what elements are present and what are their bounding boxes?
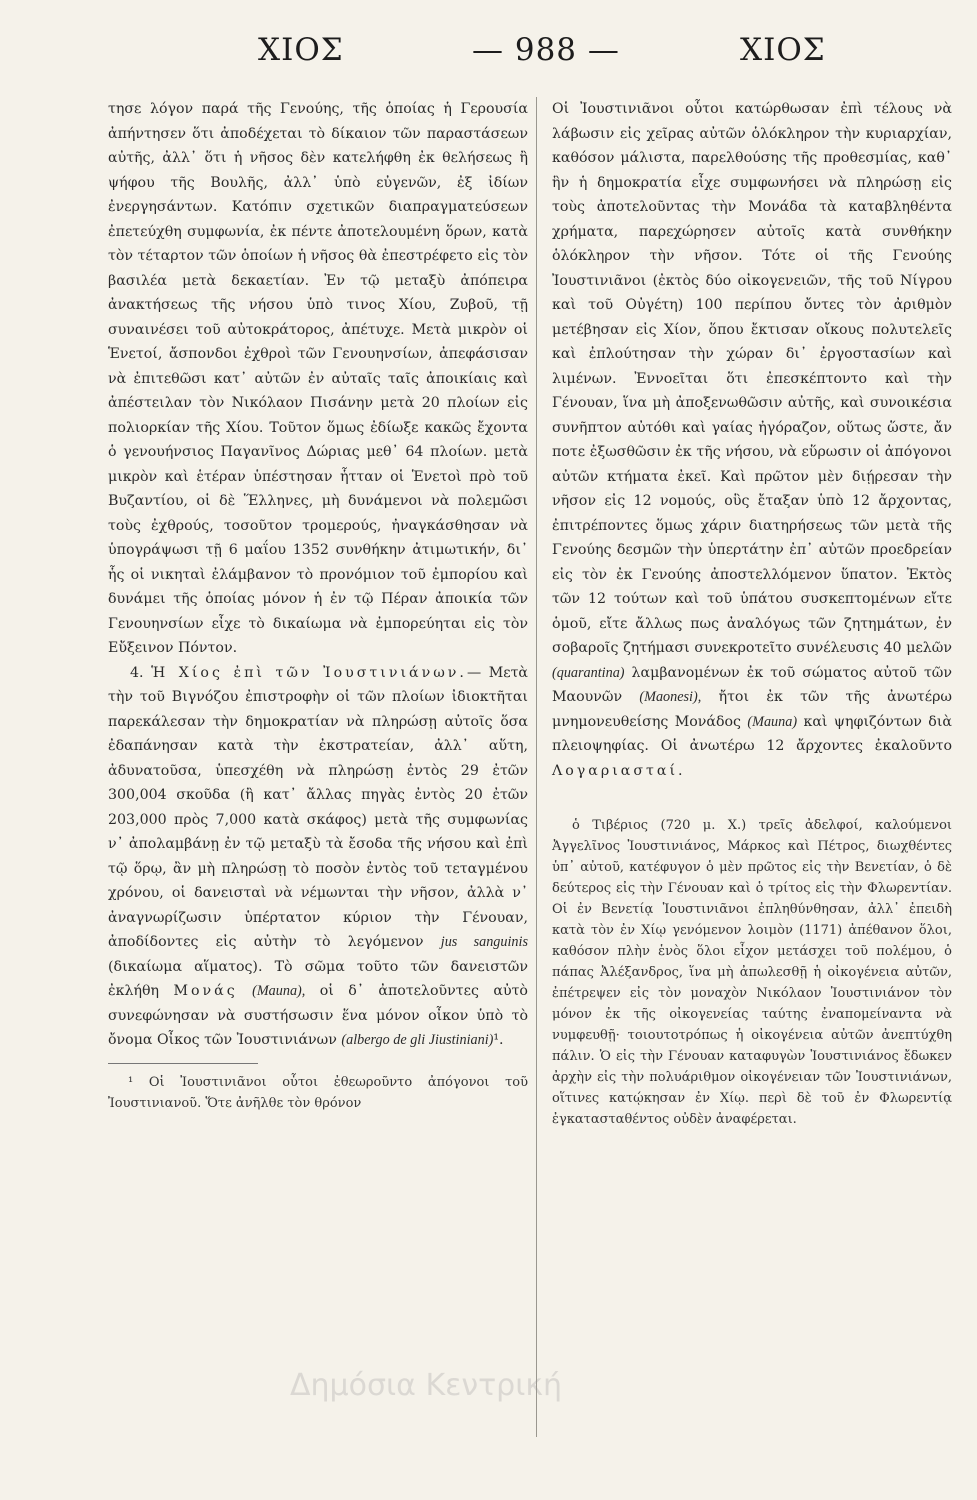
term-logariastai: Λογαριασταί. (552, 762, 686, 779)
section-text-a: — Μετὰ τὴν τοῦ Βιγνόζου ἐπιστροφὴν οἱ τῶν πλοίων ἰδιοκτῆται παρεκάλεσαν τὴν δημοκρατίαν νὰ πληρώσῃ αὐτοῖς ὅσα ἐδαπάνησαν κατὰ τὴν ἐκστρατείαν, ἀλλ᾽ αὕτη, ἀδυνατοῦσα, ὑπεσχέθη νὰ πληρώσῃ ἐντὸς 29 ἐτῶν 300,004 σκοῦδα (ἢ κατ᾽ ἄλλας πηγὰς ἐντὸς 20 ἐτῶν 203,000 πρὸς 7,000 κατὰ σκάφος) μετὰ τῆς συμφωνίας ν᾽ ἀπολαμβάνῃ ἐν τῷ μεταξὺ τὰ ἔσοδα τῆς νήσου καὶ ἐπὶ τῷ ὅρῳ, ἂν μὴ πληρώσῃ τὸ ποσὸν ἐντὸς τοῦ τεταγμένου χρόνου, οἱ δανεισταὶ νὰ νέμωνται τὴν νῆσον, ἀλλὰ ν᾽ ἀναγνωρίζωσιν ὑπέρτατον κύριον τὴν Γένουαν, ἀποδίδοντες εἰς αὐτὴν τὸ λεγόμενον (108, 664, 529, 950)
section-text-c: οἱ δ᾽ ἀποτελοῦντες αὐτὸ συνεφώνησαν νὰ συστήσωσιν ἕνα μόνον οἶκον ὑπὸ τὸ ὄνομα Οἶκος τῶν Ἰουστινιάνων (108, 983, 528, 1048)
latin-term-maonesi: (Maonesi), (639, 689, 702, 705)
section-heading: Ἡ Χίος ἐπὶ τῶν Ἰουστινιάνων. (151, 664, 467, 681)
page-number: — 988 — (472, 32, 620, 68)
section-text-b: (δικαίωμα αἵματος). Τὸ σῶμα τοῦτο τῶν δανειστῶν ἐκλήθη (108, 958, 528, 999)
latin-term-mauna-2: (Mauna) (747, 713, 798, 730)
right-text-c: ἤτοι ἐκ τῶν τῆς ἀνωτέρω μνημονευθείσης Μονάδος (552, 689, 952, 730)
latin-term-albergo: (albergo de gli Jiustiniani) (341, 1032, 494, 1048)
latin-term-quarantina: (quarantina) (552, 664, 625, 681)
footnote-continued-text: ὁ Τιβέριος (720 μ. Χ.) τρεῖς ἀδελφοί, καλούμενοι Ἀγγελῖνος Ἰουστινιάνος, Μάρκος καὶ Πέτρος, διωχθέντες ὑπ᾽ αὐτοῦ, κατέφυγον ὁ μὲν πρῶτος εἰς τὴν Βενετίαν, ὁ δὲ δεύτερος εἰς τὴν Γένουαν καὶ ὁ τρίτος εἰς τὴν Φλωρεντίαν. Οἱ ἐν Βενετίᾳ Ἰουστινιᾶνοι ἐπληθύνθησαν, ἀλλ᾽ ἐπειδὴ κατὰ τὸν ἐν Χίῳ γενόμενον λοιμὸν (1171) ἀπέθανον ὅλοι, καθόσον πλὴν ἑνὸς ὅλοι εἶχον μετάσχει τοῦ πολέμου, ὁ πάπας Ἀλέξανδρος, ἵνα μὴ ἀπωλεσθῇ ἡ οἰκογένεια αὐτῶν, ἐπέτρεψεν εἰς τὸν μοναχὸν Νικόλαον Ἰουστινιάνον τὸν μόνον ἐκ τῆς οἰκογενείας ταύτης ἐναπομείναντα νὰ νυμφευθῇ· τοιουτοτρόπως ἡ οἰκογένεια αὐτῶν ἀνεπτύχθη πάλιν. Ὁ εἰς τὴν Γένουαν καταφυγὼν Ἰουστινιάνος ἔδωκεν ἀρχὴν εἰς τὴν πολυάριθμον οἰκογένειαν τῶν Ἰουστινιάνων, οἵτινες κατῴκησαν ἐν Χίῳ. περὶ δὲ τοῦ ἐν Φλωρεντίᾳ ἐγκατασταθέντος οὐδὲν ἀναφέρεται. (552, 818, 952, 1127)
footnote-divider (108, 1063, 258, 1064)
left-paragraph-2 (108, 661, 528, 1053)
running-head-right: ΧΙΟΣ (740, 32, 826, 68)
right-paragraph-1 (552, 97, 952, 783)
latin-term-mauna: (Mauna), (252, 983, 306, 999)
footnote-continuation (552, 815, 952, 1130)
latin-term-jus-sanguinis: jus sanguinis (440, 934, 528, 950)
footnote-marker: ¹. (493, 1032, 504, 1048)
left-paragraph-1: τησε λόγον παρά τῆς Γενούης, τῆς ὁποίας ἡ Γερουσία ἀπήντησεν ὅτι ἀποδέχεται τὸ δίκαιον τῶν παραστάσεων αὐτῆς, ἀλλ᾽ ὅτι ἡ νῆσος δὲν κατελήφθη ἐκ θελήσεως ἢ ψήφου τῆς Βουλῆς, ἀλλ᾽ ὑπὸ εὐγενῶν, ἐξ ἰδίων ἐνεργησάντων. Κατόπιν σχετικῶν διαπραγματεύσεων ἐπετεύχθη συμφωνία, ἐκ πέντε ἀποτελουμένη ὅρων, κατὰ τὸν τέταρτον τῶν ὁποίων ἡ νῆσος θὰ ἐπεστρέφετο εἰς τὸν βασιλέα μετὰ δεκαετίαν. Ἐν τῷ μεταξὺ ἀπόπειρα ἀνακτήσεως τῆς νήσου ὑπὸ τινος Χίου, Ζυβοῦ, τῇ συναινέσει τοῦ αὐτοκράτορος, ἀπέτυχε. Μετὰ μικρὸν οἱ Ἑνετοί, ἄσπονδοι ἐχθροὶ τῶν Γενουηνσίων, ἀπεφάσισαν νὰ ἐπιτεθῶσι κατ᾽ αὐτῶν ἐν αὐταῖς ταῖς ἀποικίαις καὶ ἀπέστειλαν τὸν Νικόλαον Πισάνην μετὰ 20 πλοίων εἰς πολιορκίαν τῆς Χίου. Τοῦτον ὅμως ἐδίωξε κακῶς ἔχοντα ὁ γενουήνσιος Παγανῖνος Δώριας μεθ᾽ 64 πλοίων. μετὰ μικρὸν καὶ ἑτέραν ὑπέστησαν ἧτταν οἱ Ἑνετοὶ πρὸ τοῦ Βυζαντίου, οἱ δὲ Ἕλληνες, μὴ δυνάμενοι νὰ πολεμῶσι τοὺς ἐχθρούς, τοσοῦτον τρομερούς, ἠναγκάσθησαν νὰ ὑπογράψωσι τῇ 6 μαΐου 1352 συνθήκην ἀτιμωτικήν, δι᾽ ἧς οἱ νικηταὶ ἐλάμβανον τὸ προνόμιον τοῦ ἐμπορίου καὶ δυνάμει τῆς ὁποίας μόνον ἡ ἐν τῷ Πέραν ἀποικία τῶν Γενουηνσίων εἶχε τὸ δικαίωμα νὰ ἐμπορεύηται εἰς τὸν Εὔξεινον Πόντον. (108, 101, 528, 656)
library-watermark: Δημόσια Κεντρική (290, 1368, 563, 1403)
left-column (108, 97, 528, 1114)
right-text-d: καὶ ψηφιζόντων διὰ πλειοψηφίας. Οἱ ἀνωτέρω 12 ἄρχοντες ἐκαλοῦντο (552, 713, 952, 754)
right-text-a: Οἱ Ἰουστινιᾶνοι οὗτοι κατώρθωσαν ἐπὶ τέλους νὰ λάβωσιν εἰς χεῖρας αὐτῶν ὁλόκληρον τὴν κυριαρχίαν, καθόσον μάλιστα, παρελθούσης τῆς προθεσμίας, καθ᾽ ἣν ἡ δημοκρατία εἶχε συμφωνήσει νὰ πληρώσῃ εἰς τοὺς ἀποτελοῦντας τὴν Μονάδα τὰ καταβληθέντα χρήματα, παρεχώρησεν αὐτοῖς κατὰ συνθήκην ὁλόκληρον τὴν νῆσον. Τότε οἱ τῆς Γενούης Ἰουστινιᾶνοι (ἐκτὸς δύο οἰκογενειῶν, τῆς τοῦ Νίγρου καὶ τοῦ Οὐγέτη) 100 περίπου ὄντες τὸν ἀριθμὸν μετέβησαν εἰς Χίον, ὅπου ἔκτισαν οἴκους πολυτελεῖς καὶ ἐπλούτησαν τὴν χώραν δι᾽ ἐργοστασίων καὶ λιμένων. Ἐννοεῖται ὅτι ἐπεσκέπτοντο καὶ τὴν Γένουαν, ἵνα μὴ ἀποξενωθῶσιν αὐτῆς, καὶ συνοικέσια συνῆπτον αὐτόθι καὶ γαίας ἠγόραζον, οὕτως ὥστε, ἄν ποτε ἐξωσθῶσιν ἐκ τῆς νήσου, νὰ εὕρωσιν οἱ ἀπόγονοι αὐτῶν κτήματα ἐκεῖ. Καὶ πρῶτον μὲν διῄρεσαν τὴν νῆσον εἰς 12 νομούς, οὓς ἔταξαν ὑπὸ 12 ἄρχοντας, ἐπιτρέποντες ὅμως χάριν διατηρήσεως τῶν μετὰ τῆς Γενούης δεσμῶν τὴν ὑπερτάτην ἐπ᾽ αὐτῶν προεδρείαν εἰς τὸν ἐκ Γενούης ἀποστελλόμενον ὕπατον. Ἐκτὸς τῶν 12 τούτων καὶ τοῦ ὑπάτου συσκεπτομένων εἴτε ὁμοῦ, εἴτε ἄλλως πως ἀναλόγως τῶν ζητημάτων, ἐν σοβαροῖς ζητήμασι συνεκροτεῖτο συνέλευσις 40 μελῶν (552, 101, 952, 656)
footnote-text: ¹ Οἱ Ἰουστινιᾶνοι οὗτοι ἐθεωροῦντο ἀπόγονοι τοῦ Ἰουστινιανοῦ. Ὅτε ἀνῆλθε τὸν θρόνον (108, 1074, 528, 1111)
running-head-left: ΧΙΟΣ (258, 32, 344, 68)
right-column (552, 97, 952, 1130)
page-header (0, 32, 977, 82)
right-text-b: λαμβανομένων ἐκ τοῦ σώματος αὐτοῦ τῶν Μαουνῶν (552, 664, 952, 705)
section-number: 4. (130, 664, 144, 681)
term-monas: Μονάς (173, 983, 238, 999)
column-divider (536, 97, 537, 1437)
